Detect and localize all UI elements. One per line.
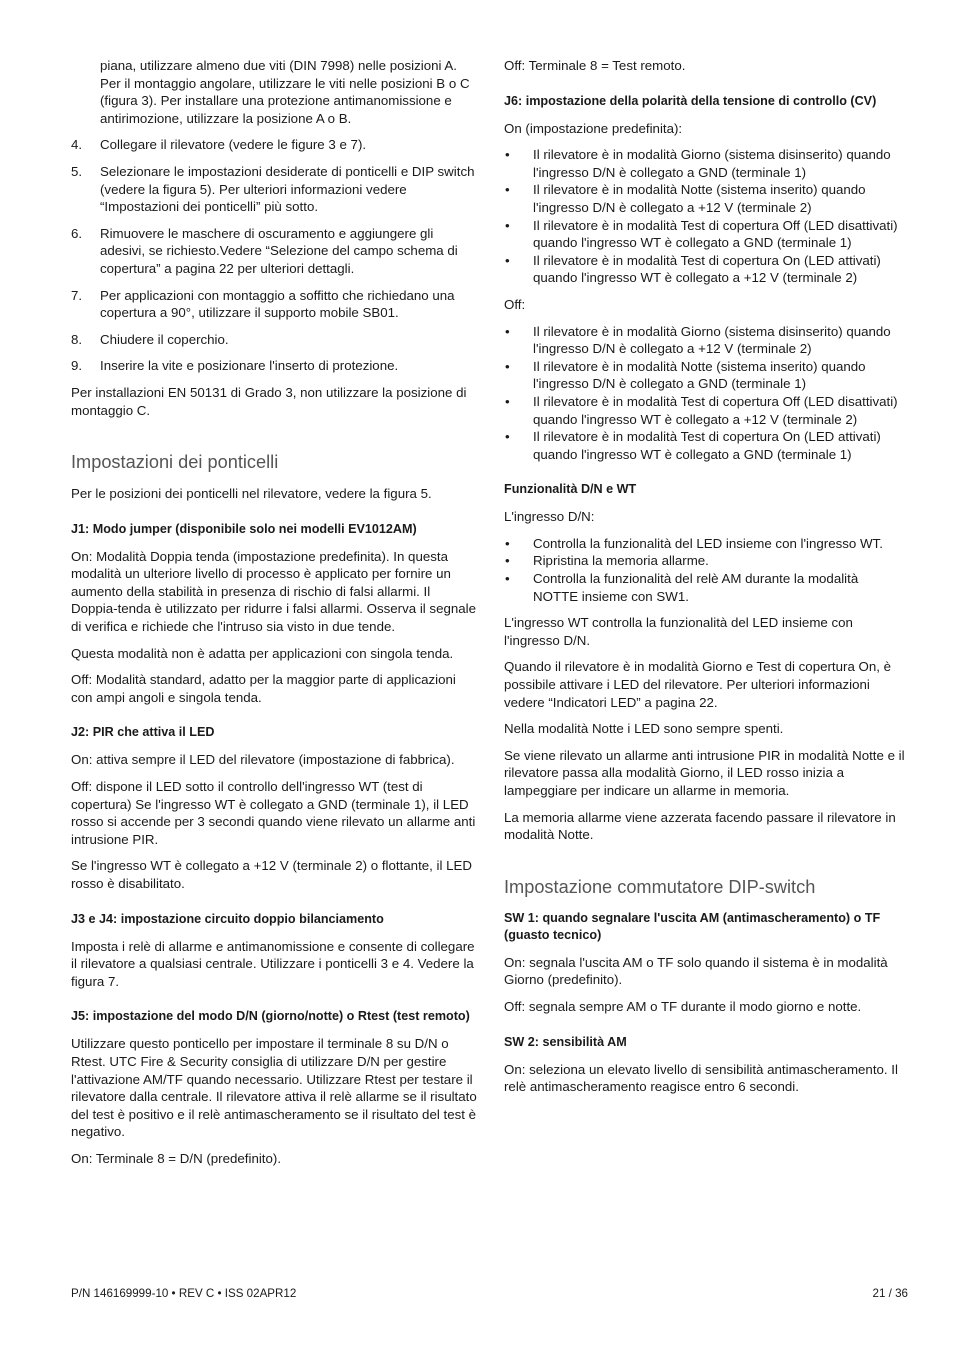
list-item: • Il rilevatore è in modalità Test di copertura Off (LED disattivati) quando l'ingresso WT è collegato a +12 V (terminale 2) (504, 393, 906, 428)
j6-title: J6: impostazione della polarità della tensione di controllo (CV) (504, 93, 877, 108)
sw2-paragraph: On: seleziona un elevato livello di sensibilità antimascheramento. Il relè antimascheramento reagisce entro 6 secondi. (504, 1061, 898, 1095)
step-3-continuation: piana, utilizzare almeno due viti (DIN 7998) nelle posizioni A. Per il montaggio angolare, utilizzare le viti nelle posizioni B o C (figura 3). Per installare una protezione antimanomissione e antirimozione, utilizzare la posizione A o B. (100, 58, 470, 126)
sw2-title: SW 2: sensibilità AM (504, 1034, 627, 1049)
en-50131-note: Per installazioni EN 50131 di Grado 3, non utilizzare la posizione di montaggio C. (71, 384, 467, 418)
sw1-paragraph: On: segnala l'uscita AM o TF solo quando il sistema è in modalità Giorno (predefinito). (504, 954, 888, 988)
j2-paragraph: Off: dispone il LED sotto il controllo dell'ingresso WT (test di copertura) Se l'ingresso WT è collegato a GND (terminale 1), il LED rosso si accende per 3 secondi quando viene rilevato un allarme anti intrusione PIR. (71, 779, 476, 847)
dn-wt-paragraph: Se viene rilevato un allarme anti intrusione PIR in modalità Notte e il rilevatore passa alla modalità Giorno, il LED rosso inizia a lampeggiare per indicare un allarme in memoria. (504, 747, 905, 798)
step-text: Chiudere il coperchio. (100, 331, 229, 347)
step-8 (71, 331, 477, 349)
step-7 (71, 287, 477, 322)
list-item: • Il rilevatore è in modalità Notte (sistema inserito) quando l'ingresso D/N è collegato a +12 V (terminale 2) (504, 181, 906, 216)
list-item: • Il rilevatore è in modalità Giorno (sistema disinserito) quando l'ingresso D/N è collegato a GND (terminale 1) (504, 146, 906, 181)
sw1-title: SW 1: quando segnalare l'uscita AM (antimascheramento) o TF (guasto tecnico) (504, 910, 881, 942)
step-number: 5. (71, 163, 83, 179)
step-number: 9. (71, 358, 83, 374)
step-text: Selezionare le impostazioni desiderate di ponticelli e DIP switch (vedere la figura 5). Per ulteriori informazioni vedere “Impostazioni dei ponticelli” più sotto. (100, 163, 475, 215)
step-text: Inserire la vite e posizionare l'inserto di protezione. (100, 358, 399, 374)
j6-on-label: On (impostazione predefinita): (504, 120, 683, 136)
step-text: Collegare il rilevatore (vedere le figure 3 e 7). (100, 137, 367, 153)
j5-paragraph: Utilizzare questo ponticello per impostare il terminale 8 su D/N o Rtest. UTC Fire & Security consiglia di utilizzare D/N per gestire l'attivazione AM/TF quando necessario. Utilizzare Rtest per testare il rilevatore dalla centrale. Il rilevatore attiva il relè allarme se il risultato del test è positivo e il relè antimascheramento se il risultato del test è negativo. (71, 1036, 477, 1140)
j1-title: J1: Modo jumper (disponibile solo nei modelli EV1012AM) (71, 521, 417, 536)
section-intro: Per le posizioni dei ponticelli nel rilevatore, vedere la figura 5. (71, 486, 432, 502)
step-4 (71, 136, 477, 154)
dn-wt-intro: L'ingresso D/N: (504, 509, 595, 525)
dn-wt-paragraph: Quando il rilevatore è in modalità Giorno e Test di copertura On, è possibile attivare i LED del rilevatore. Per ulteriori informazioni vedere “Indicatori LED” a pagina 22. (504, 659, 892, 710)
dn-wt-paragraph: L'ingresso WT controlla la funzionalità del LED insieme con l'ingresso D/N. (504, 615, 853, 648)
j2-paragraph: On: attiva sempre il LED del rilevatore (impostazione di fabbrica). (71, 752, 455, 768)
j1-paragraph: Off: Modalità standard, adatto per la maggior parte di applicazioni con ampi angoli e singola tenda. (71, 672, 456, 705)
left-column (71, 57, 477, 1177)
section-title-jumpers: Impostazioni dei ponticelli (71, 452, 279, 473)
list-item: • Controlla la funzionalità del LED insieme con l'ingresso WT. (504, 535, 906, 553)
footer-part-number: P/N 146169999-10 • REV C • ISS 02APR12 (71, 1287, 297, 1300)
step-6 (71, 225, 477, 278)
j6-off-list (504, 323, 906, 464)
step-text: Per applicazioni con montaggio a soffitto che richiedano una copertura a 90°, utilizzare il supporto mobile SB01. (100, 287, 455, 321)
list-item: • Il rilevatore è in modalità Notte (sistema inserito) quando l'ingresso D/N è collegato a GND (terminale 1) (504, 358, 906, 393)
j3-j4-title: J3 e J4: impostazione circuito doppio bilanciamento (71, 911, 384, 926)
j6-off-label: Off: (504, 296, 526, 312)
step-5 (71, 163, 477, 216)
right-column (504, 57, 906, 1105)
step-9 (71, 357, 477, 375)
dn-wt-paragraph: La memoria allarme viene azzerata facendo passare il rilevatore in modalità Notte. (504, 809, 896, 843)
dn-wt-title: Funzionalità D/N e WT (504, 482, 637, 497)
section-title-dip-switch: Impostazione commutatore DIP-switch (504, 876, 816, 897)
step-number: 6. (71, 225, 83, 241)
list-item: • Il rilevatore è in modalità Test di copertura Off (LED disattivati) quando l'ingresso WT è collegato a GND (terminale 1) (504, 217, 906, 252)
step-number: 8. (71, 331, 83, 347)
list-item: • Il rilevatore è in modalità Giorno (sistema disinserito) quando l'ingresso D/N è collegato a +12 V (terminale 2) (504, 323, 906, 358)
list-item: • Ripristina la memoria allarme. (504, 552, 906, 570)
j1-paragraph: On: Modalità Doppia tenda (impostazione predefinita). In questa modalità un ulteriore livello di processo è applicato per fornire un aumento della stabilità in presenza di rischio di falsi allarmi. Il Doppia-tenda è utilizzato per ridurre i falsi allarmi. Osserva il segnale di verifica e richiede che l'intruso sia visto in due tende. (71, 548, 476, 635)
footer-page-number: 21 / 36 (872, 1287, 908, 1300)
j3-j4-paragraph: Imposta i relè di allarme e antimanomissione e consente di collegare il rilevatore a qualsiasi centrale. Utilizzare i ponticelli 3 e 4. Vedere la figura 7. (71, 938, 475, 989)
list-item: • Controlla la funzionalità del relè AM durante la modalità NOTTE insieme con SW1. (504, 570, 906, 605)
j1-paragraph: Questa modalità non è adatta per applicazioni con singola tenda. (71, 645, 454, 661)
sw1-paragraph: Off: segnala sempre AM o TF durante il modo giorno e notte. (504, 998, 862, 1014)
j2-paragraph: Se l'ingresso WT è collegato a +12 V (terminale 2) o flottante, il LED rosso è disabilitato. (71, 858, 473, 891)
dn-wt-paragraph: Nella modalità Notte i LED sono sempre spenti. (504, 721, 784, 737)
j6-on-list (504, 146, 906, 287)
j2-title: J2: PIR che attiva il LED (71, 725, 215, 740)
step-text: Rimuovere le maschere di oscuramento e aggiungere gli adesivi, se richiesto.Vedere “Selezione del campo schema di copertura” a pagina 22 per ulteriori dettagli. (100, 225, 458, 276)
step-number: 4. (71, 137, 83, 153)
j5-off-paragraph: Off: Terminale 8 = Test remoto. (504, 58, 686, 73)
list-item: • Il rilevatore è in modalità Test di copertura On (LED attivati) quando l'ingresso WT è collegato a +12 V (terminale 2) (504, 252, 906, 287)
j5-title: J5: impostazione del modo D/N (giorno/notte) o Rtest (test remoto) (71, 1009, 470, 1024)
j5-paragraph: On: Terminale 8 = D/N (predefinito). (71, 1150, 282, 1166)
dn-input-list (504, 535, 906, 605)
list-item: • Il rilevatore è in modalità Test di copertura On (LED attivati) quando l'ingresso WT è collegato a GND (terminale 1) (504, 428, 906, 463)
installation-steps (71, 57, 477, 375)
step-number: 7. (71, 287, 83, 303)
